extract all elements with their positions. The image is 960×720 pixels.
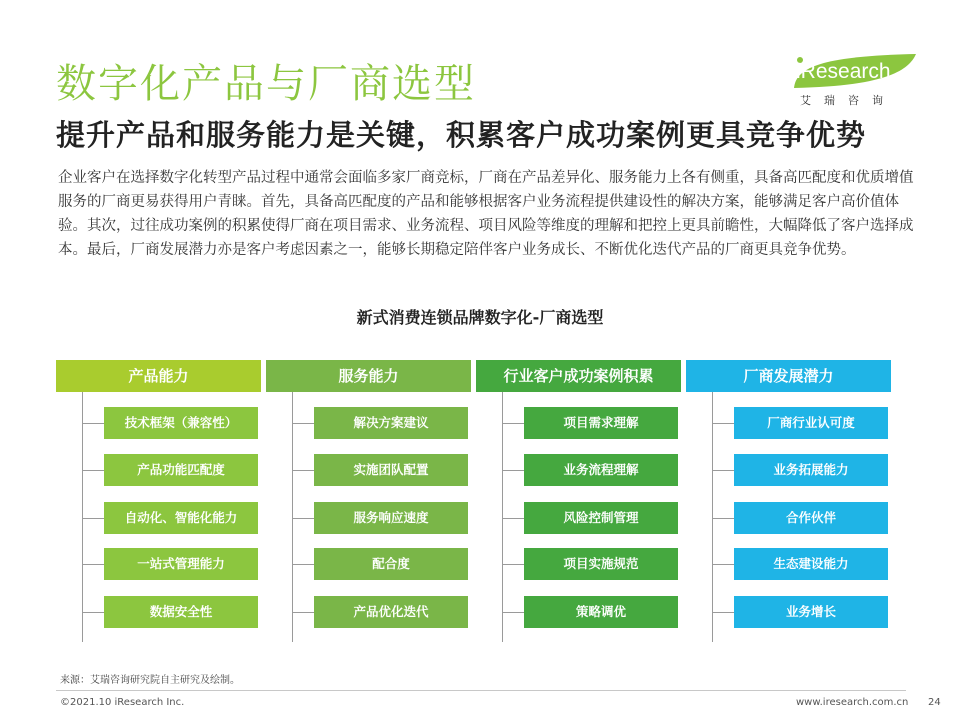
criterion-item: 技术框架（兼容性） bbox=[104, 407, 258, 439]
column-header: 产品能力 bbox=[56, 360, 261, 392]
criterion-item: 自动化、智能化能力 bbox=[104, 502, 258, 534]
connector bbox=[502, 612, 524, 613]
source-note: 来源：艾瑞咨询研究院自主研究及绘制。 bbox=[60, 675, 240, 686]
column-header: 服务能力 bbox=[266, 360, 471, 392]
criterion-item: 解决方案建议 bbox=[314, 407, 468, 439]
column-success-cases bbox=[476, 360, 681, 650]
connector bbox=[502, 564, 524, 565]
page-number: 24 bbox=[928, 697, 941, 708]
criterion-item: 风险控制管理 bbox=[524, 502, 678, 534]
footer-divider bbox=[56, 690, 906, 691]
criterion-item: 产品优化迭代 bbox=[314, 596, 468, 628]
criterion-item: 一站式管理能力 bbox=[104, 548, 258, 580]
connector bbox=[82, 564, 104, 565]
criterion-item: 业务流程理解 bbox=[524, 454, 678, 486]
criterion-item: 项目实施规范 bbox=[524, 548, 678, 580]
website-link[interactable]: www.iresearch.com.cn bbox=[796, 697, 909, 708]
criterion-item: 合作伙伴 bbox=[734, 502, 888, 534]
criterion-item: 厂商行业认可度 bbox=[734, 407, 888, 439]
connector bbox=[502, 470, 524, 471]
criterion-item: 业务拓展能力 bbox=[734, 454, 888, 486]
criterion-item: 配合度 bbox=[314, 548, 468, 580]
connector bbox=[292, 612, 314, 613]
connector bbox=[502, 423, 524, 424]
connector bbox=[502, 518, 524, 519]
connector bbox=[292, 564, 314, 565]
criterion-item: 产品功能匹配度 bbox=[104, 454, 258, 486]
connector bbox=[292, 470, 314, 471]
criterion-item: 项目需求理解 bbox=[524, 407, 678, 439]
column-vendor-potential bbox=[686, 360, 891, 650]
iresearch-logo bbox=[790, 50, 920, 110]
connector-line bbox=[712, 392, 713, 642]
logo-subname: 艾瑞咨询 bbox=[800, 94, 896, 107]
column-service-capability bbox=[266, 360, 471, 650]
connector bbox=[292, 423, 314, 424]
criterion-item: 业务增长 bbox=[734, 596, 888, 628]
logo-name: iResearch bbox=[796, 60, 891, 83]
connector bbox=[712, 470, 734, 471]
intro-paragraph: 企业客户在选择数字化转型产品过程中通常会面临多家厂商竞标，厂商在产品差异化、服务能力上各有侧重，具备高匹配度和优质增值服务的厂商更易获得用户青睐。首先，具备高匹配度的产品和能够根据客户业务流程提供建设性的解决方案，能够满足客户高价值体验。其次，过往成功案例的积累使得厂商在项目需求、业务流程、项目风险等维度的理解和把控上更具前瞻性，大幅降低了客户选择成本。最后，厂商发展潜力亦是客户考虑因素之一，能够长期稳定陪伴客户业务成长、不断优化迭代产品的厂商更具竞争优势。 bbox=[58, 170, 914, 258]
connector bbox=[712, 564, 734, 565]
connector bbox=[712, 423, 734, 424]
criterion-item: 数据安全性 bbox=[104, 596, 258, 628]
connector bbox=[292, 518, 314, 519]
connector-line bbox=[502, 392, 503, 642]
connector bbox=[712, 612, 734, 613]
page-title: 数字化产品与厂商选型 bbox=[56, 61, 476, 107]
connector bbox=[82, 612, 104, 613]
criterion-item: 实施团队配置 bbox=[314, 454, 468, 486]
connector bbox=[82, 518, 104, 519]
criterion-item: 生态建设能力 bbox=[734, 548, 888, 580]
connector bbox=[82, 470, 104, 471]
connector bbox=[712, 518, 734, 519]
diagram-title: 新式消费连锁品牌数字化-厂商选型 bbox=[356, 308, 604, 327]
connector-line bbox=[292, 392, 293, 642]
copyright: ©2021.10 iResearch Inc. bbox=[60, 697, 185, 708]
column-header: 厂商发展潜力 bbox=[686, 360, 891, 392]
column-header: 行业客户成功案例积累 bbox=[476, 360, 681, 392]
connector-line bbox=[82, 392, 83, 642]
connector bbox=[82, 423, 104, 424]
page-subtitle: 提升产品和服务能力是关键，积累客户成功案例更具竞争优势 bbox=[56, 118, 867, 152]
criterion-item: 服务响应速度 bbox=[314, 502, 468, 534]
criterion-item: 策略调优 bbox=[524, 596, 678, 628]
column-product-capability bbox=[56, 360, 261, 650]
